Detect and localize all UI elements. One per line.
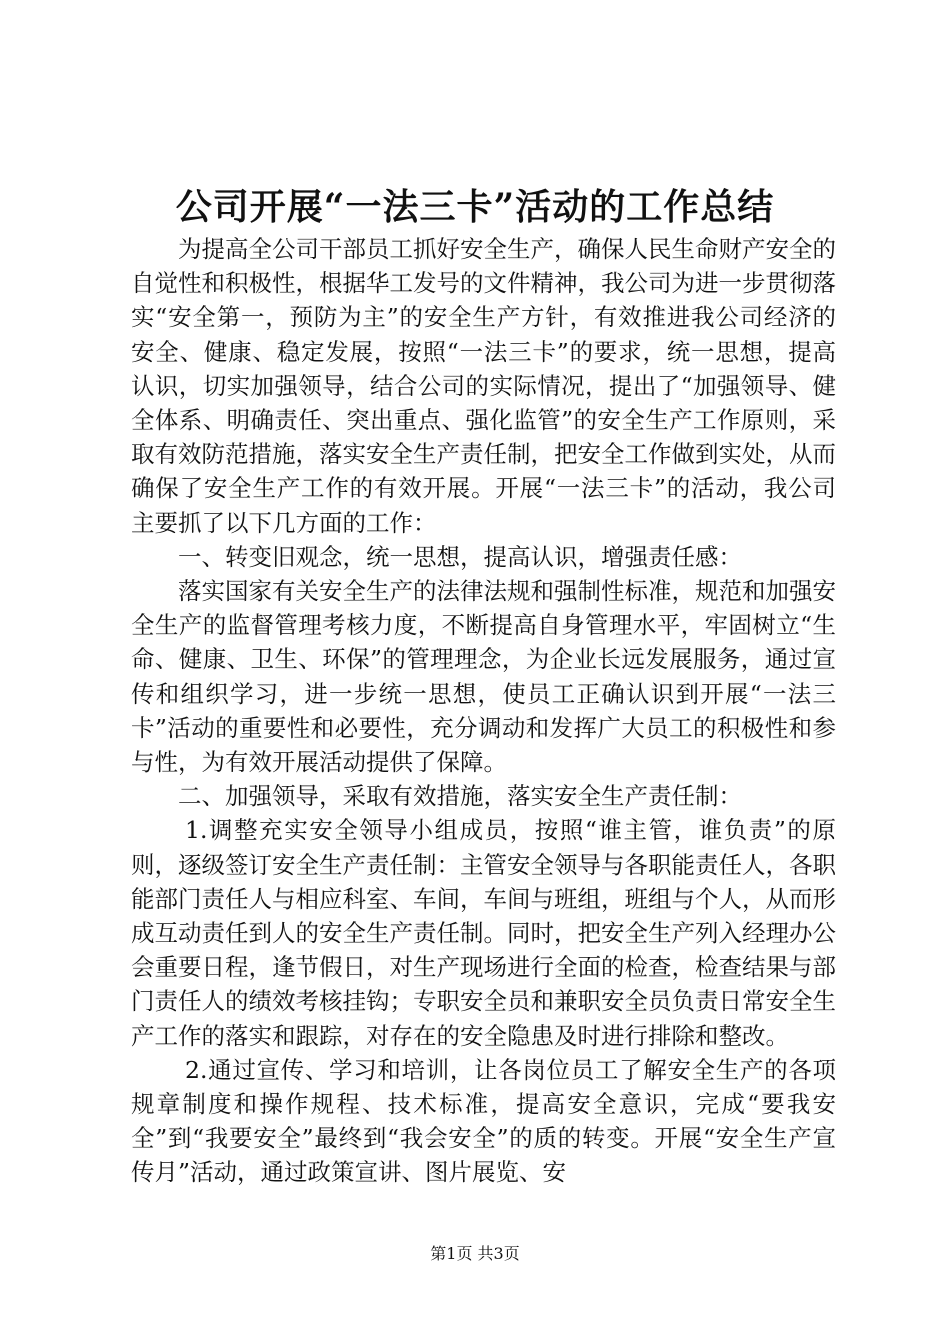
section-1-paragraph: 落实国家有关安全生产的法律法规和强制性标准，规范和加强安全生产的监督管理考核力度，不断提高自身管理水平，牢固树立“生命、健康、卫生、环保”的管理理念，为企业长远发展服务，通过宣传和组织学习，进一步统一思想，使员工正确认识到开展“一法三卡”活动的重要性和必要性，充分调动和发挥广大员工的积极性和参与性，为有效开展活动提供了保障。 [131, 577, 836, 777]
page-footer: 第1页 共3页 [430, 1244, 520, 1263]
document-title: 公司开展“一法三卡”活动的工作总结 [175, 186, 775, 228]
section-heading-1: 一、转变旧观念，统一思想，提高认识，增强责任感： [178, 542, 742, 571]
intro-paragraph: 为提高全公司干部员工抓好安全生产，确保人民生命财产安全的自觉性和积极性，根据华工发号的文件精神，我公司为进一步贯彻落实“安全第一，预防为主”的安全生产方针，有效推进我公司经济的安全、健康、稳定发展，按照“一法三卡”的要求，统一思想，提高认识，切实加强领导，结合公司的实际情况，提出了“加强领导、健全体系、明确责任、突出重点、强化监管”的安全生产工作原则，采取有效防范措施，落实安全生产责任制，把安全工作做到实处，从而确保了安全生产工作的有效开展。开展“一法三卡”的活动，我公司主要抓了以下几方面的工作： [131, 235, 836, 537]
document-body [131, 232, 836, 1190]
section-heading-2: 二、加强领导，采取有效措施，落实安全生产责任制： [178, 782, 742, 811]
section-2-item-1: 1.调整充实安全领导小组成员，按照“谁主管，谁负责”的原则，逐级签订安全生产责任制：主管安全领导与各职能责任人，各职能部门责任人与相应科室、车间，车间与班组，班组与个人，从而形成互动责任到人的安全生产责任制。同时，把安全生产列入经理办公会重要日程，逢节假日，对生产现场进行全面的检查，检查结果与部门责任人的绩效考核挂钩；专职安全员和兼职安全员负责日常安全生产工作的落实和跟踪，对存在的安全隐患及时进行排除和整改。 [131, 816, 836, 1050]
section-2-item-2: 2.通过宣传、学习和培训，让各岗位员工了解安全生产的各项规章制度和操作规程、技术标准，提高安全意识，完成“要我安全”到“我要安全”最终到“我会安全”的质的转变。开展“安全生产宣传月”活动，通过政策宣讲、图片展览、安 [131, 1055, 836, 1187]
